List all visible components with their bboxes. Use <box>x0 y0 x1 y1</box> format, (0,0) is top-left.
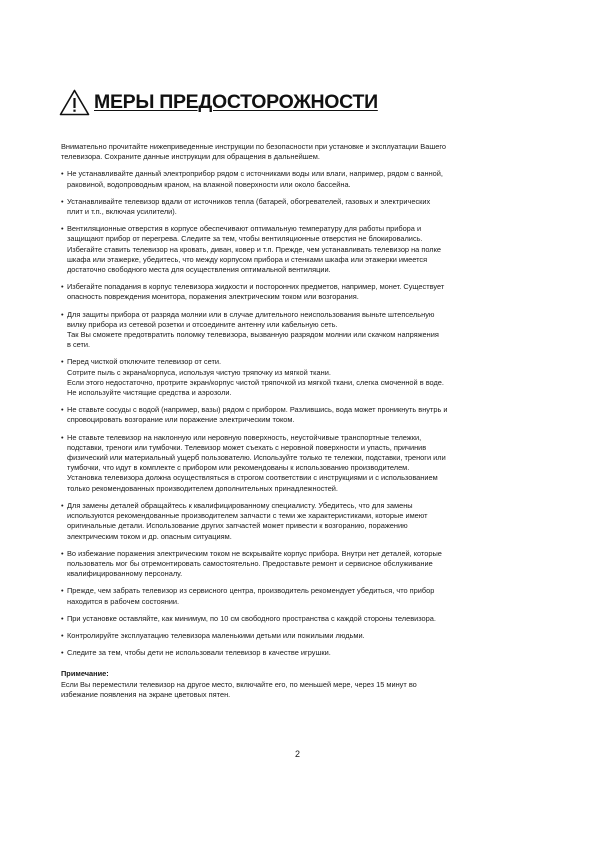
list-item <box>61 405 539 425</box>
note-title: Примечание: <box>61 669 109 679</box>
list-item <box>61 282 539 302</box>
list-item-line: находится в рабочем состоянии. <box>67 596 180 606</box>
list-item-line: опасность повреждения монитора, поражения электрическим током или возгорания. <box>67 292 359 302</box>
list-item <box>61 549 539 580</box>
list-item <box>61 357 539 398</box>
bullet-marker: • <box>61 432 64 442</box>
list-item-line: вилку прибора из сетевой розетки и отсоедините антенну или кабельную сеть. <box>67 319 338 329</box>
list-item-line: Сотрите пыль с экрана/корпуса, используя чистую тряпочку из мягкой ткани. <box>67 367 331 377</box>
list-item-line: используются рекомендованные производителем запчасти с теми же характеристиками, которые имеют <box>67 511 428 521</box>
list-item-line: Устанавливайте телевизор вдали от источников тепла (батарей, обогревателей, газовых и электрических <box>67 196 431 206</box>
page-number: 2 <box>294 749 300 759</box>
instructions-body <box>61 142 539 700</box>
list-item <box>61 614 539 624</box>
list-item-line: Установка телевизора должна осуществляться в строгом соответствии с инструкциями и с использованием <box>67 473 438 483</box>
list-item-line: тумбочки, что идут в комплекте с прибором или рекомендованы к использованию производителем. <box>67 463 410 473</box>
list-item-line: Если этого недостаточно, протрите экран/корпус чистой тряпочкой из мягкой ткани, слегка смоченной в воде. <box>67 377 444 387</box>
list-item-line: раковиной, водопроводным краном, на влажной поверхности или около бассейна. <box>67 179 351 189</box>
list-item-line: Не устанавливайте данный электроприбор рядом с источниками воды или влаги, например, рядом с ванной, <box>67 169 443 179</box>
list-item-line: физический или материальный ущерб пользователю. Используйте только те тележки, подставки, треноги или <box>67 453 446 463</box>
bullet-marker: • <box>61 224 64 234</box>
list-item-line: Не ставьте телевизор на наклонную или неровную поверхность, неустойчивые транспортные тележки, <box>67 432 422 442</box>
list-item-line: шкафа или этажерке, убедитесь, что между корпусом прибора и стенками шкафа или этажерки имеется <box>67 254 428 264</box>
bullet-marker: • <box>61 357 64 367</box>
list-item-line: плит и т.п., включая усилители). <box>67 207 177 217</box>
list-item-line: Не используйте чистящие средства и аэрозоли. <box>67 388 232 398</box>
list-item <box>61 169 539 189</box>
bullet-marker: • <box>61 405 64 415</box>
list-item-line: Прежде, чем забрать телевизор из сервисного центра, производитель рекомендует убедиться, что прибор <box>67 586 435 596</box>
bullet-marker: • <box>61 282 64 292</box>
list-item-line: При установке оставляйте, как минимум, по 10 см свободного пространства с каждой стороны телевизора. <box>67 613 436 623</box>
bullet-marker: • <box>61 169 64 179</box>
bullet-marker: • <box>61 309 64 319</box>
list-item-line: Для замены деталей обращайтесь к квалифицированному специалисту. Убедитесь, что для замены <box>67 500 413 510</box>
list-item-line: пользователь мог бы отремонтировать самостоятельно. Предоставьте ремонт и сервисное обслуживание <box>67 558 433 568</box>
bullet-marker: • <box>61 500 64 510</box>
list-item-line: электрическим током и др. опасным ситуациям. <box>67 531 232 541</box>
intro-line: Внимательно прочитайте нижеприведенные инструкции по безопасности при установке и эксплуатации Вашего <box>61 142 447 151</box>
bullet-marker: • <box>61 648 64 658</box>
page-title <box>59 89 378 115</box>
list-item <box>61 631 539 641</box>
warning-triangle-icon <box>59 89 90 116</box>
list-item-line: Избегайте ставить телевизор на кровать, диван, ковер и т.п. Прежде, чем устанавливать телевизор на полке <box>67 244 442 254</box>
bullet-marker: • <box>61 630 64 640</box>
list-item <box>61 648 539 658</box>
intro-paragraph <box>61 142 539 162</box>
list-item-line: Избегайте попадания в корпус телевизора жидкости и посторонних предметов, например, монет. Существует <box>67 282 445 292</box>
intro-line: телевизора. Сохраните данные инструкции для обращения в дальнейшем. <box>61 152 320 162</box>
list-item-line: достаточно свободного места для осуществления оптимальной вентиляции. <box>67 265 331 275</box>
list-item <box>61 224 539 275</box>
list-item-line: подставки, треноги или тумбочки. Телевизор может съехать с неровной поверхности и упасть, причинив <box>67 442 427 452</box>
list-item-line: Так Вы сможете предотвратить поломку телевизора, вызванную разрядом молнии или скачком напряжения <box>67 330 439 340</box>
list-item-line: спровоцировать возгорание или поражение электрическим током. <box>67 415 295 425</box>
list-item-line: Следите за тем, чтобы дети не использовали телевизор в качестве игрушки. <box>67 648 331 658</box>
note-line: избежание появления на экране цветовых пятен. <box>61 689 231 699</box>
bullet-marker: • <box>61 548 64 558</box>
list-item-line: Перед чисткой отключите телевизор от сети. <box>67 357 222 367</box>
list-item <box>61 197 539 217</box>
list-item <box>61 310 539 351</box>
list-item <box>61 433 539 494</box>
note-block <box>61 669 539 700</box>
list-item-line: оригинальные детали. Использование других запчастей может привести к возгоранию, поражению <box>67 521 408 531</box>
note-line: Если Вы переместили телевизор на другое место, включайте его, по меньшей мере, через 15 минут во <box>61 679 417 689</box>
list-item-line: Вентиляционные отверстия в корпусе обеспечивают оптимальную температуру для работы прибора и <box>67 224 422 234</box>
list-item-line: защищают прибор от перегрева. Следите за тем, чтобы вентиляционные отверстия не блокировались. <box>67 234 423 244</box>
list-item <box>61 586 539 606</box>
list-item-line: Контролируйте эксплуатацию телевизора маленькими детьми или пожилыми людьми. <box>67 630 365 640</box>
list-item-line: Не ставьте сосуды с водой (например, вазы) рядом с прибором. Разлившись, вода может проникнуть внутрь и <box>67 405 448 415</box>
list-item-line: квалифицированному персоналу. <box>67 569 183 579</box>
bullet-marker: • <box>61 613 64 623</box>
bullet-marker: • <box>61 196 64 206</box>
list-item-line: только рекомендованных производителем дополнительных принадлежностей. <box>67 483 338 493</box>
bullet-marker: • <box>61 586 64 596</box>
title-text: МЕРЫ ПРЕДОСТОРОЖНОСТИ <box>94 91 378 113</box>
list-item-line: в сети. <box>67 340 91 350</box>
list-item <box>61 501 539 542</box>
list-item-line: Для защиты прибора от разряда молнии или в случае длительного неиспользования выньте штепсельную <box>67 309 435 319</box>
precautions-list <box>61 169 539 658</box>
list-item-line: Во избежание поражения электрическим током не вскрывайте корпус прибора. Внутри нет деталей, которые <box>67 548 442 558</box>
